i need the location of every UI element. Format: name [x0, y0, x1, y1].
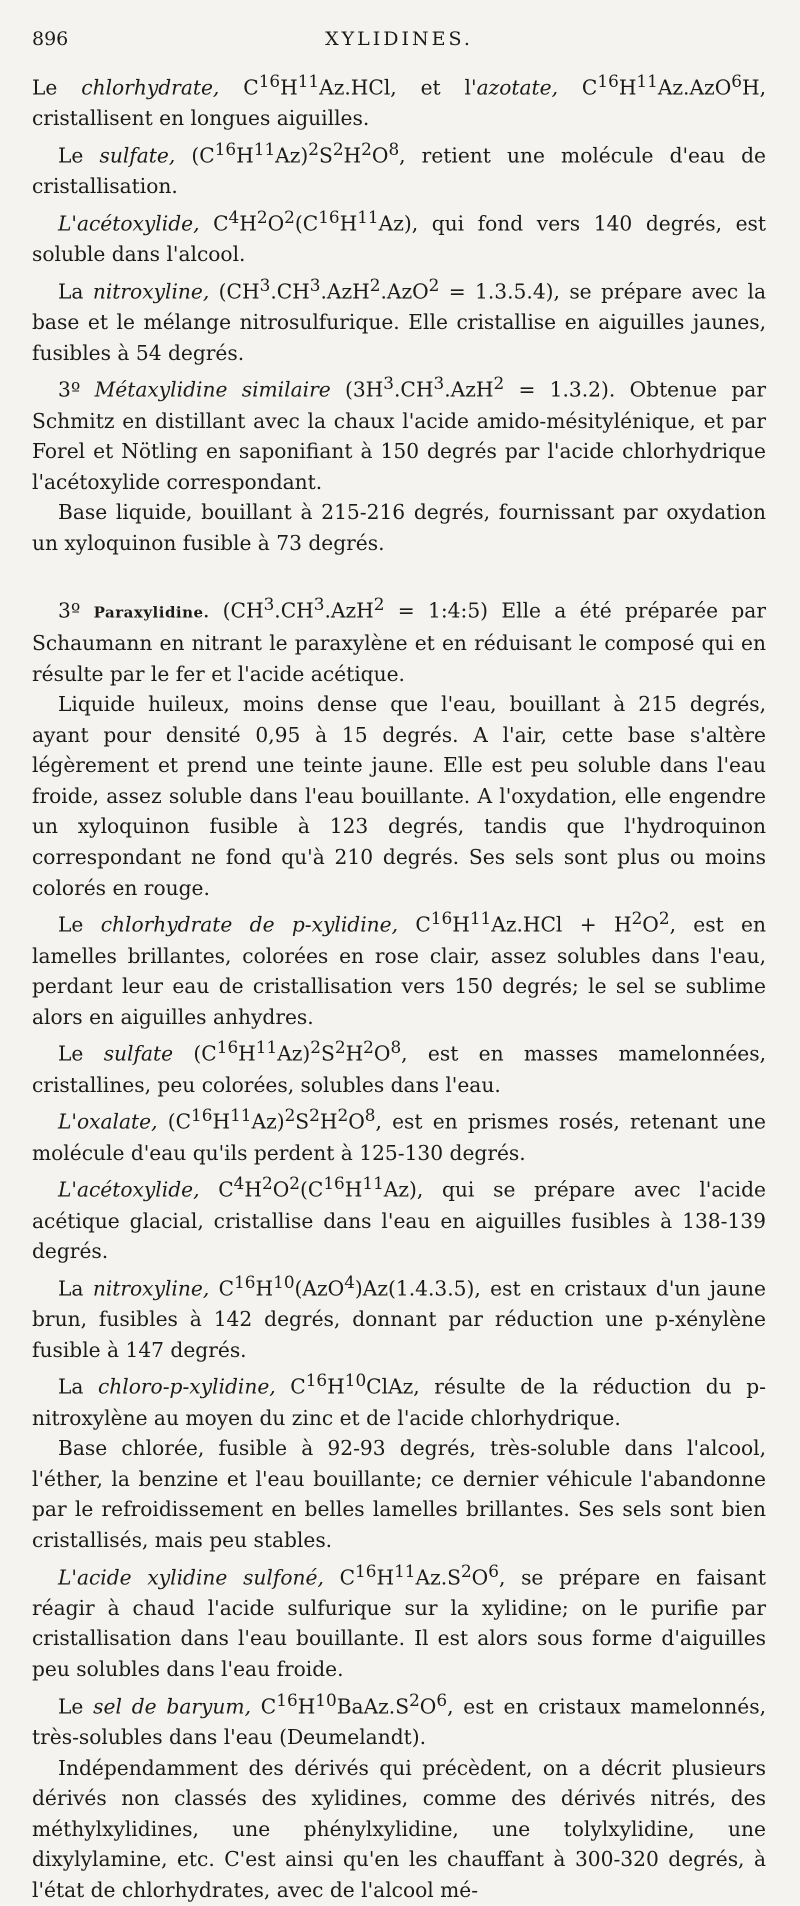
running-title: XYLIDINES.: [325, 28, 473, 50]
page-number: 896: [32, 28, 69, 50]
paragraph: Le chlorhydrate, $C^{16}H^{11}Az.HCl$, et l'azotate, $C^{16}H^{11}Az.AzO^6H$, cristallisent en longues aiguilles.: [32, 71, 766, 131]
paragraph: Liquide huileux, moins dense que l'eau, bouillant à 215 degrés, ayant pour densité 0,95 à 15 degrés. A l'air, cette base s'altère légèrement et prend une teinte jaune. Elle est peu soluble dans l'eau froide, assez soluble dans l'eau bouillante. A l'oxydation, elle engendre un xyloquinon fusible à 123 degrés, tandis que l'hydroquinon correspondant ne fond qu'à 210 degrés. Ses sels sont plus ou moins colorés en rouge.: [32, 692, 766, 900]
paragraph: Le sulfate, $(C^{16}H^{11}Az)^2S^2H^2O^8$, retient une molécule d'eau de cristallisation.: [32, 138, 766, 199]
paragraph: Le sulfate $(C^{16}H^{11}Az)^2S^2H^2O^8$, est en masses mamelonnées, cristallines, peu colorées, solubles dans l'eau.: [32, 1037, 766, 1097]
paragraph: Le chlorhydrate de p-xylidine, $C^{16}H^{11}Az.HCl + H^2O^2$, est en lamelles brillantes, colorées en rose clair, assez solubles dans l'eau, perdant leur eau de cristallisation vers 150 degrés; le sel se sublime alors en aiguilles anhydres.: [32, 908, 766, 1029]
body-text: [32, 66, 766, 1906]
paragraph: L'acétoxylide, $C^4H^2O^2(C^{16}H^{11}Az)$, qui fond vers 140 degrés, est soluble dans l'alcool.: [32, 206, 766, 267]
paragraph: 3º Métaxylidine similaire $(3H^3.CH^3.AzH^2 = 1.3.2)$. Obtenue par Schmitz en distillant avec la chaux l'acide amido-mésitylénique, et par Forel et Nötling en saponifiant à 150 degrés par l'acide chlorhydrique l'acétoxylide correspondant.: [32, 373, 766, 494]
paragraph: La nitroxyline, $(CH^3.CH^3.AzH^2.AzO^2 = 1.3.5.4)$, se prépare avec la base et le mélange nitrosulfurique. Elle cristallise en aiguilles jaunes, fusibles à 54 degrés.: [32, 274, 767, 365]
paragraph: Base chlorée, fusible à 92-93 degrés, très-soluble dans l'alcool, l'éther, la benzine et l'eau bouillante; ce dernier véhicule l'abandonne par le refroidissement en belles lamelles brillantes. Ses sels sont bien cristallisés, mais peu stables.: [32, 1436, 766, 1552]
section-gap: [32, 559, 766, 589]
paragraph: L'oxalate, $(C^{16}H^{11}Az)^2S^2H^2O^8$, est en prismes rosés, retenant une molécule d'eau qu'ils perdent à 125-130 degrés.: [32, 1105, 766, 1165]
paragraph: 3º Paraxylidine. ($CH^3.CH^3.AzH^2$ = 1:4:5) Elle a été préparée par Schaumann en nitrant le paraxylène et en réduisant le composé qui en résulte par le fer et l'acide acétique.: [32, 593, 766, 686]
paragraph: L'acide xylidine sulfoné, $C^{16}H^{11}Az.S^2O^6$, se prépare en faisant réagir à chaud l'acide sulfurique sur la xylidine; on le purifie par cristallisation dans l'eau bouillante. Il est alors sous forme d'aiguilles peu solubles dans l'eau froide.: [32, 1560, 766, 1682]
paragraph: Le sel de baryum, $C^{16}H^{10}BaAz.S^2O^6$, est en cristaux mamelonnés, très-solubles dans l'eau (Deumelandt).: [32, 1689, 766, 1749]
page-header: [32, 28, 766, 62]
paragraph: Indépendamment des dérivés qui précèdent, on a décrit plusieurs dérivés non classés des xylidines, comme des dérivés nitrés, des méthylxylidines, une phénylxylidine, une tolylxylidine, une dixylylamine, etc. C'est ainsi qu'en les chauffant à 300-320 degrés, à l'état de chlorhydrates, avec de l'alcool mé-: [32, 1755, 766, 1902]
paragraph: L'acétoxylide, $C^4H^2O^2(C^{16}H^{11}Az)$, qui se prépare avec l'acide acétique glacial, cristallise dans l'eau en aiguilles fusibles à 138-139 degrés.: [32, 1173, 766, 1264]
paragraph: La chloro-p-xylidine, $C^{16}H^{10}ClAz$, résulte de la réduction du p-nitroxylène au moyen du zinc et de l'acide chlorhydrique.: [32, 1370, 766, 1430]
paragraph: La nitroxyline, $C^{16}H^{10}(AzO^4)Az(1.4.3.5)$, est en cristaux d'un jaune brun, fusibles à 142 degrés, donnant par réduction une p-xénylène fusible à 147 degrés.: [32, 1271, 766, 1362]
paragraph: Base liquide, bouillant à 215-216 degrés, fournissant par oxydation un xyloquinon fusible à 73 degrés.: [32, 500, 766, 555]
